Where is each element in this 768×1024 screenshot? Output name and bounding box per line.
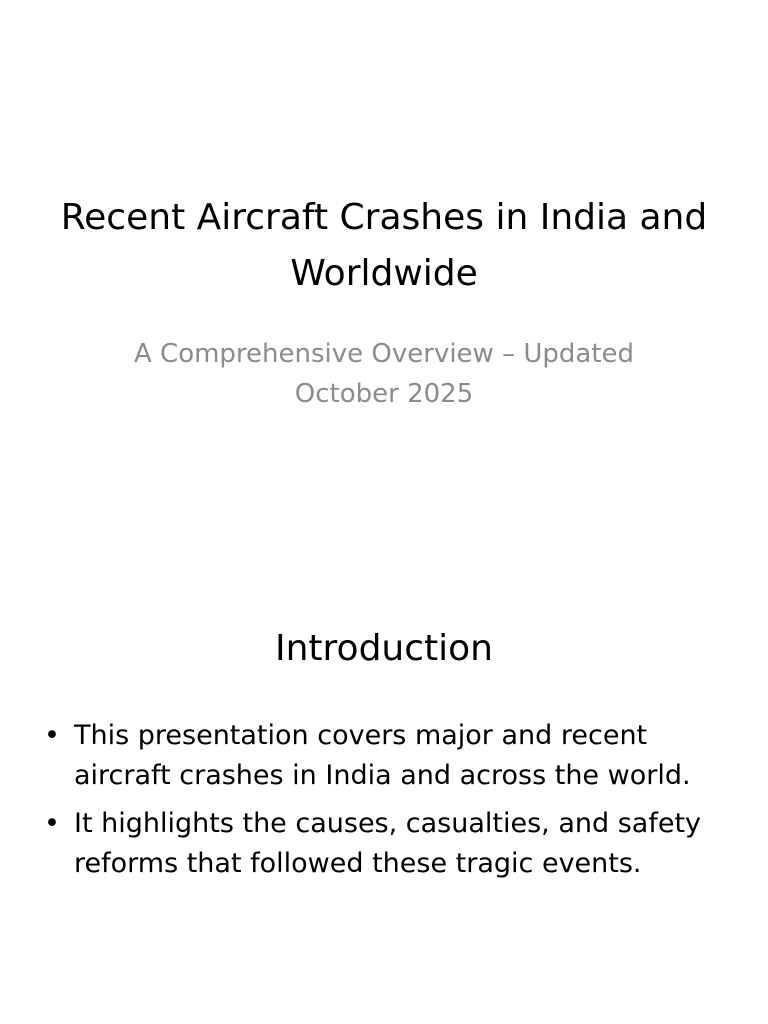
bullet-item xyxy=(40,804,720,884)
introduction-slide xyxy=(0,512,768,1024)
bullet-icon: • xyxy=(44,720,60,751)
bullet-text: This presentation covers major and recent aircraft crashes in India and across the world. xyxy=(74,720,691,791)
slide-title: Introduction xyxy=(274,628,493,669)
presentation-subtitle: A Comprehensive Overview – Updated October 2025 xyxy=(133,339,635,409)
bullet-item xyxy=(40,716,720,796)
bullet-text: It highlights the causes, casualties, and safety reforms that followed these tragic events. xyxy=(74,808,702,879)
presentation-title: Recent Aircraft Crashes in India and Worldwide xyxy=(60,197,708,294)
bullet-icon: • xyxy=(44,808,60,839)
bullet-list xyxy=(40,716,720,892)
